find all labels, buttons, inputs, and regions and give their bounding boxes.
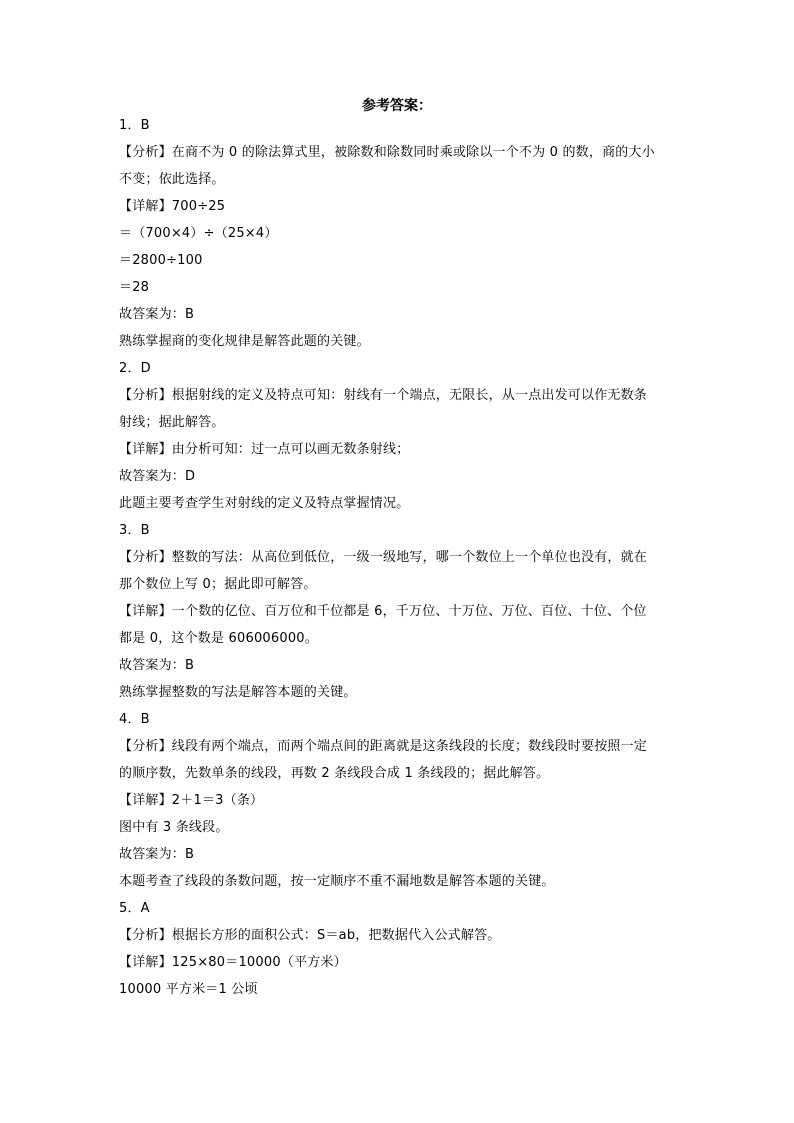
answer-line: 故答案为：B (119, 847, 195, 862)
answer-line: 图中有 3 条线段。 (119, 820, 229, 835)
answer-line: 【分析】根据射线的定义及特点可知：射线有一个端点，无限长，从一点出发可以作无数条 (119, 388, 648, 403)
page-title: 参考答案： (362, 98, 432, 114)
answer-line: 5．A (119, 901, 150, 916)
answer-line: 【分析】在商不为 0 的除法算式里，被除数和除数同时乘或除以一个不为 0 的数，商的大小 (119, 145, 655, 160)
answer-line: ＝28 (119, 280, 150, 295)
answer-line: 熟练掌握商的变化规律是解答此题的关键。 (119, 334, 370, 349)
answer-line: 那个数位上写 0；据此即可解答。 (119, 577, 317, 592)
answer-line: 本题考查了线段的条数问题，按一定顺序不重不漏地数是解答本题的关键。 (119, 874, 555, 889)
answer-line: 熟练掌握整数的写法是解答本题的关键。 (119, 685, 357, 700)
answer-line: ＝（700×4）÷（25×4） (119, 226, 278, 241)
answer-line: 都是 0，这个数是 606006000。 (119, 631, 318, 646)
answer-line: 不变；依此选择。 (119, 172, 225, 187)
answer-line: 4．B (119, 712, 150, 727)
answer-line: 【分析】根据长方形的面积公式：S＝ab，把数据代入公式解答。 (119, 928, 501, 943)
answer-line: ＝2800÷100 (119, 253, 203, 268)
answer-line: 射线；据此解答。 (119, 415, 225, 430)
answer-content (119, 112, 679, 1003)
answer-line: 的顺序数，先数单条的线段，再数 2 条线段合成 1 条线段的；据此解答。 (119, 766, 550, 781)
answer-line: 【详解】一个数的亿位、百万位和千位都是 6，千万位、十万位、万位、百位、十位、个位 (119, 604, 647, 619)
answer-line: 故答案为：D (119, 469, 196, 484)
answer-line: 故答案为：B (119, 307, 195, 322)
answer-line: 1．B (119, 118, 150, 133)
answer-line: 3．B (119, 523, 150, 538)
answer-line: 【分析】线段有两个端点，而两个端点间的距离就是这条线段的长度；数线段时要按照一定 (119, 739, 648, 754)
answer-line: 故答案为：B (119, 658, 195, 673)
answer-line: 【详解】700÷25 (119, 199, 226, 214)
answer-line: 此题主要考查学生对射线的定义及特点掌握情况。 (119, 496, 410, 511)
answer-line: 【详解】由分析可知：过一点可以画无数条射线； (119, 442, 410, 457)
answer-line: 【分析】整数的写法：从高位到低位，一级一级地写，哪一个数位上一个单位也没有，就在 (119, 550, 648, 565)
answer-line: 2．D (119, 361, 151, 376)
answer-line: 【详解】2＋1＝3（条） (119, 793, 264, 808)
answer-line: 10000 平方米＝1 公顷 (119, 982, 258, 997)
answer-line: 【详解】125×80＝10000（平方米） (119, 955, 347, 970)
